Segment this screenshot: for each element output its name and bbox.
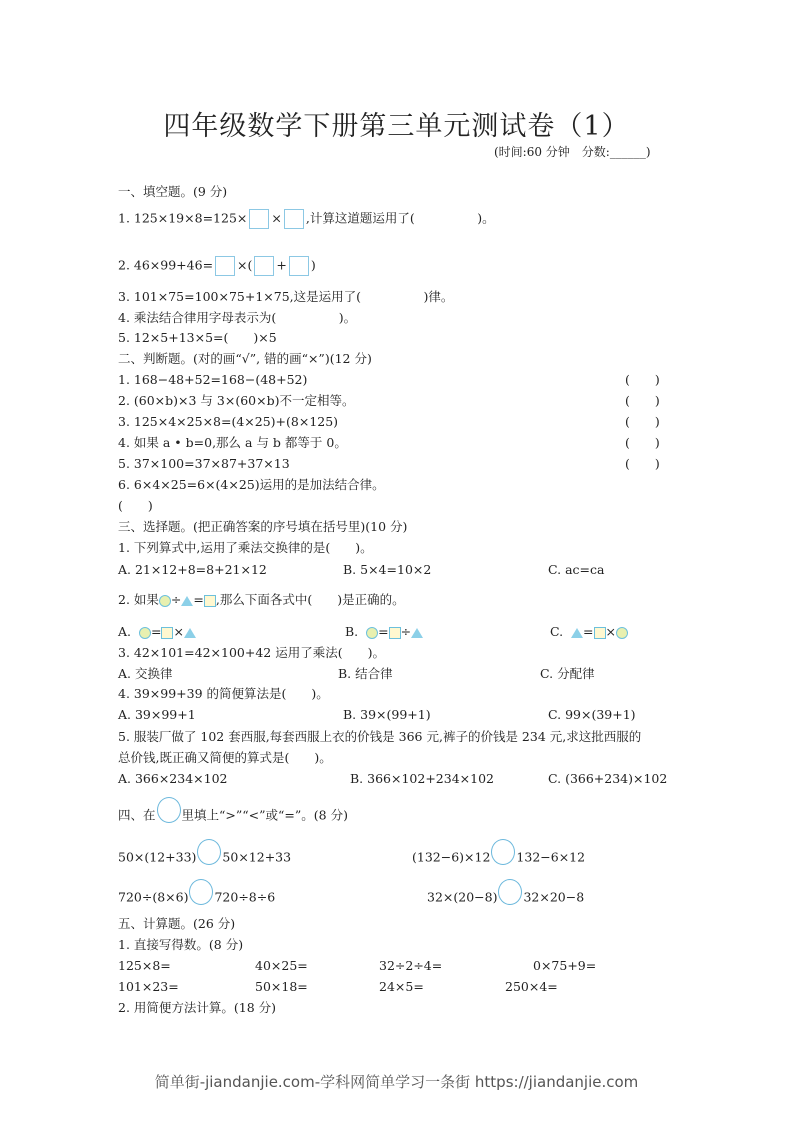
judge-item xyxy=(118,455,678,473)
q-text: = xyxy=(193,592,204,607)
q-text: = xyxy=(150,624,162,639)
q-text: 2. 如果 xyxy=(118,592,159,607)
q-text: = xyxy=(378,624,389,639)
judge-text: 5. 37×100=37×87+37×13 xyxy=(118,456,290,471)
fill-q2 xyxy=(118,256,316,276)
option-label: B. xyxy=(345,624,359,639)
compare-item xyxy=(118,845,291,871)
answer-paren[interactable]: ( ) xyxy=(625,393,660,408)
answer-box[interactable] xyxy=(249,209,269,229)
option-label: A. xyxy=(118,624,132,639)
circle-icon xyxy=(159,595,171,607)
judge-item xyxy=(118,434,678,452)
choice-q5-cont: 总价钱,既正确又简便的算式是( )。 xyxy=(118,750,332,765)
answer-paren[interactable]: ( ) xyxy=(625,372,660,387)
answer-paren[interactable]: ( ) xyxy=(625,456,660,471)
judge-item xyxy=(118,371,678,389)
q-text: 1. 125×19×8=125× xyxy=(118,210,248,226)
square-icon xyxy=(594,627,606,639)
fill-q3: 3. 101×75=100×75+1×75,这是运用了( )律。 xyxy=(118,289,454,304)
compare-circle-icon xyxy=(157,797,181,823)
option-c[interactable]: C. 分配律 xyxy=(540,666,595,681)
calc-item: 125×8= xyxy=(118,958,171,973)
calc-item: 24×5= xyxy=(379,979,424,994)
option-label: C. xyxy=(550,624,564,639)
q-text: × xyxy=(173,624,184,639)
option-b[interactable]: B. 结合律 xyxy=(338,666,393,681)
triangle-icon xyxy=(181,596,193,606)
q-text: ,计算这道题运用了( )。 xyxy=(305,210,495,226)
q-text: 50×(12+33) xyxy=(118,849,197,865)
calc-item: 32÷2÷4= xyxy=(379,958,443,973)
q-text: + xyxy=(276,257,287,273)
judge-text: 1. 168−48+52=168−(48+52) xyxy=(118,372,308,387)
calc-item: 0×75+9= xyxy=(533,958,597,973)
fill-q5: 5. 12×5+13×5=( )×5 xyxy=(118,330,277,345)
section-5-sub2: 2. 用简便方法计算。(18 分) xyxy=(118,1000,277,1015)
option-a[interactable]: A. 366×234×102 xyxy=(118,771,228,786)
triangle-icon xyxy=(184,628,196,638)
q-text: ×( xyxy=(237,257,253,273)
square-icon xyxy=(161,627,173,639)
q-text: 32×20−8 xyxy=(523,889,585,905)
answer-box[interactable] xyxy=(215,256,235,276)
q-text: 2. 46×99+46= xyxy=(118,257,214,273)
option-b[interactable] xyxy=(345,623,423,641)
q-text: 720÷8÷6 xyxy=(214,889,276,905)
choice-q3-options xyxy=(118,665,678,683)
option-c[interactable]: C. 99×(39+1) xyxy=(548,707,636,722)
choice-q3: 3. 42×101=42×100+42 运用了乘法( )。 xyxy=(118,645,385,660)
circle-icon xyxy=(366,627,378,639)
option-a[interactable]: A. 交换律 xyxy=(118,666,173,681)
option-a[interactable]: A. 21×12+8=8+21×12 xyxy=(118,562,267,577)
triangle-icon xyxy=(571,628,583,638)
section-2-heading: 二、判断题。(对的画“√”, 错的画“×”)(12 分) xyxy=(118,351,372,366)
compare-circle[interactable] xyxy=(498,879,522,905)
option-a[interactable] xyxy=(118,624,196,639)
square-icon xyxy=(389,627,401,639)
q-text: 720÷(8×6) xyxy=(118,889,189,905)
square-icon xyxy=(204,595,216,607)
judge-text: 3. 125×4×25×8=(4×25)+(8×125) xyxy=(118,414,339,429)
choice-q4: 4. 39×99+39 的简便算法是( )。 xyxy=(118,686,329,701)
compare-circle[interactable] xyxy=(491,839,515,865)
choice-q5-options xyxy=(118,770,678,788)
triangle-icon xyxy=(411,628,423,638)
answer-box[interactable] xyxy=(254,256,274,276)
q-text: (132−6)×12 xyxy=(412,849,491,865)
fill-q4: 4. 乘法结合律用字母表示为( )。 xyxy=(118,310,357,325)
compare-item xyxy=(412,845,585,871)
q-text: ) xyxy=(310,257,316,273)
choice-q5: 5. 服装厂做了 102 套西服,每套西服上衣的价钱是 366 元,裤子的价钱是 234 元,求这批西服的 xyxy=(118,729,642,744)
section-3-heading: 三、选择题。(把正确答案的序号填在括号里)(10 分) xyxy=(118,519,408,534)
choice-q1-options xyxy=(118,561,678,579)
section-4-heading xyxy=(118,803,348,829)
choice-q1: 1. 下列算式中,运用了乘法交换律的是( )。 xyxy=(118,540,373,555)
option-a[interactable]: A. 39×99+1 xyxy=(118,707,196,722)
q-text: ÷ xyxy=(170,592,182,607)
q-text: 四、在 xyxy=(118,807,156,823)
q-text: = xyxy=(583,624,594,639)
judge-text: 4. 如果 a • b=0,那么 a 与 b 都等于 0。 xyxy=(118,435,347,450)
fill-q1 xyxy=(118,209,495,229)
q-text: ,那么下面各式中( )是正确的。 xyxy=(215,592,405,607)
section-1-heading: 一、填空题。(9 分) xyxy=(118,184,228,199)
calc-item: 101×23= xyxy=(118,979,179,994)
choice-q2 xyxy=(118,591,405,609)
option-c[interactable] xyxy=(550,623,628,641)
q-text: × xyxy=(605,624,617,639)
choice-q4-options xyxy=(118,706,678,724)
judge-item xyxy=(118,392,678,410)
answer-paren[interactable]: ( ) xyxy=(625,414,660,429)
compare-circle[interactable] xyxy=(197,839,221,865)
section-5-heading: 五、计算题。(26 分) xyxy=(118,916,236,931)
q-text: 里填上“>”“<”或“=”。(8 分) xyxy=(181,807,348,823)
q-text: 50×12+33 xyxy=(222,849,292,865)
compare-item xyxy=(427,885,584,911)
compare-circle[interactable] xyxy=(189,879,213,905)
option-b[interactable]: B. 5×4=10×2 xyxy=(343,562,432,577)
judge-item: 6. 6×4×25=6×(4×25)运用的是加法结合律。 xyxy=(118,477,385,492)
time-score-info: (时间:60 分钟 分数:______) xyxy=(494,145,651,159)
circle-icon xyxy=(139,627,151,639)
answer-paren[interactable]: ( ) xyxy=(118,498,153,513)
choice-q2-options xyxy=(118,623,678,641)
section-5-sub1: 1. 直接写得数。(8 分) xyxy=(118,937,244,952)
circle-icon xyxy=(616,627,628,639)
option-c[interactable]: C. ac=ca xyxy=(548,562,605,577)
option-b[interactable]: B. 366×102+234×102 xyxy=(350,771,494,786)
calc-item: 50×18= xyxy=(255,979,308,994)
calc-item: 40×25= xyxy=(255,958,308,973)
option-b[interactable]: B. 39×(99+1) xyxy=(343,707,431,722)
footer-watermark: 简单街-jiandanjie.com-学科网简单学习一条街 https://jiandanjie.com xyxy=(154,1073,639,1091)
option-c[interactable]: C. (366+234)×102 xyxy=(548,771,668,786)
answer-paren[interactable]: ( ) xyxy=(625,435,660,450)
answer-box[interactable] xyxy=(289,256,309,276)
page-title: 四年级数学下册第三单元测试卷（1） xyxy=(163,111,630,142)
q-text: 132−6×12 xyxy=(516,849,586,865)
q-text: 32×(20−8) xyxy=(427,889,498,905)
q-text: × xyxy=(271,210,282,226)
answer-box[interactable] xyxy=(284,209,304,229)
calc-item: 250×4= xyxy=(505,979,558,994)
judge-item xyxy=(118,413,678,431)
q-text: ÷ xyxy=(400,624,412,639)
compare-item xyxy=(118,885,275,911)
judge-text: 2. (60×b)×3 与 3×(60×b)不一定相等。 xyxy=(118,393,355,408)
